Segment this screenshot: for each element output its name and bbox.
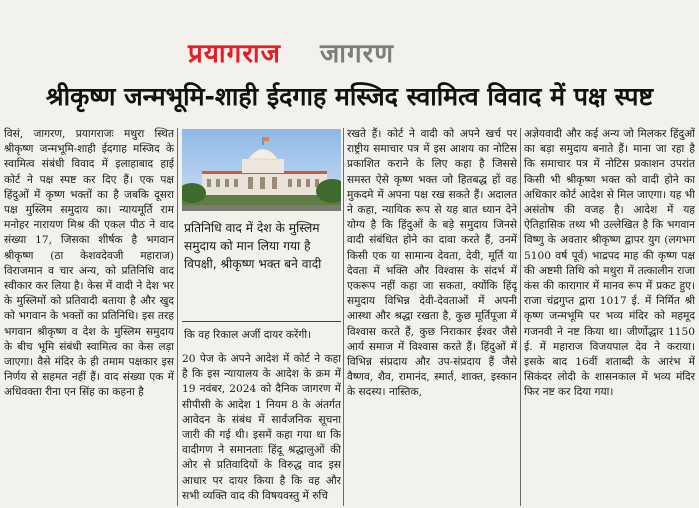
column-2-text: 20 पेज के अपने आदेश में कोर्ट ने कहा है कि इस न्यायालय के आदेश के क्रम में 19 नवंबर, 2024 को दैनिक जागरण में सीपीसी के आदेश 1 नियम 8 के अंतर्गत आवेदन के संबंध में सार्वजनिक सूचना जारी की गई थी। इसमें कहा गया था कि वादीगण ने समानताः हिंदू श्रद्धालुओं की ओर से प्रतिवादियों के विरुद्ध वाद इस आधार पर दायर किया है कि वह और सभी व्यक्ति वाद की विषयवस्तु में रुचि: [182, 353, 341, 502]
column-4-text: अज्ञेयवादी और कई अन्य जो मिलकर हिंदुओं का बड़ा समुदाय बनाते हैं। माना जा रहा है कि समाचार पत्र में नोटिस प्रकाशन उपरांत किसी भी श्रीकृष्ण भक्त को वादी होने का अधिकार कोर्ट आदेश से मिल जाएगा। यह भी असंतोष की वजह है। आदेश में यह ऐतिहासिक तथ्य भी उल्लेखित है कि भगवान विष्णु के अवतार श्रीकृष्ण द्वापर युग (लगभग 5100 वर्ष पूर्व) भाद्रपद माह की कृष्ण पक्ष की अष्टमी तिथि को मथुरा में तत्कालीन राजा कंस की कारागार में मानव रूप में प्रकट हुए। राजा चंद्रगुप्त द्वारा 1017 ई. में निर्मित श्री कृष्ण जन्मभूमि पर भव्य मंदिर को महमूद गजनवी ने नष्ट किया था। जीर्णोद्धार 1150 ई. में महाराज विजयपाल देव ने कराया। इसके बाद 16वीं शताब्दी के आरंभ में सिकंदर लोदी के शासनकाल में भव्य मंदिर फिर नष्ट कर दिया गया।: [524, 128, 695, 399]
column-divider: [343, 128, 344, 506]
masthead-city: प्रयागराज: [188, 39, 281, 69]
article-column-2: [182, 352, 341, 508]
article-column-3: [347, 127, 517, 507]
column-divider: [177, 128, 178, 506]
court-building-image: [182, 129, 341, 211]
column-1-text: विसं, जागरण, प्रयागराजः मथुरा स्थित श्रीकृष्ण जन्मभूमि-शाही ईदगाह मस्जिद के स्वामित्व संबंधी विवाद में इलाहाबाद हाई कोर्ट ने पक्ष स्पष्ट कर दिए हैं। एक पक्ष हिंदुओं में कृष्ण भक्तों का है जबकि दूसरा पक्ष मुस्लिम समुदाय का। न्यायमूर्ति राम मनोहर नारायण मिश्र की एकल पीठ ने वाद संख्या 17, जिसका शीर्षक है भगवान श्रीकृष्ण (ठा केशवदेवजी महाराज) विराजमान व चार अन्य, को प्रतिनिधि वाद स्वीकार कर लिया है। केस में वादी ने देश भर के मुस्लिमों को प्रतिवादी बताया है और खुद को भगवान के भक्तों का प्रतिनिधि। इस तरह भगवान श्रीकृष्ण व देश के मुस्लिम समुदाय के बीच भूमि संबंधी स्वामित्व का केस लड़ा जाएगा। वैसे मंदिर के ही तमाम पक्षकार इस निर्णय से सहमत नहीं हैं। वाद संख्या एक में अधिवक्ता रीना एन सिंह का कहना है: [4, 128, 174, 399]
masthead: [0, 0, 699, 70]
article-column-4: [524, 127, 695, 507]
photo-caption: [182, 213, 341, 322]
masthead-brand: जागरण: [320, 39, 395, 69]
article-column-1: [4, 127, 174, 507]
court-building-photo: [182, 129, 341, 211]
caption-trailing-text: कि वह रिकाल अर्जी दायर करेंगी।: [184, 329, 312, 341]
caption-text: प्रतिनिधि वाद में देश के मुस्लिम समुदाय को मान लिया गया है विपक्षी, श्रीकृष्ण भक्त बने वादी: [184, 221, 322, 271]
column-3-text: रखते हैं। कोर्ट ने वादी को अपने खर्च पर राष्ट्रीय समाचार पत्र में इस आशय का नोटिस प्रकाशित कराने के लिए कहा है जिससे समस्त ऐसे कृष्ण भक्त जो हितबद्ध हों वह मुकदमे में अपना पक्ष रख सकते हैं। अदालत ने कहा, न्यायिक रूप से यह बात ध्यान देने योग्य है कि हिंदुओं के बड़े समुदाय जिनसे वादी संबंधित होने का दावा करते हैं, उनमें किसी एक या सामान्य देवता, देवी, मूर्ति या देवता में भक्ति और विश्वास के संदर्भ में एकरूप नहीं कहा जा सकता, क्योंकि हिंदू समुदाय विभिन्न देवी-देवताओं में अपनी आस्था और श्रद्धा रखता है, कुछ मूर्तिपूजा में विश्वास करते हैं, कुछ निराकार ईश्वर जैसे आर्य समाज में विश्वास करते हैं। हिंदुओं में विभिन्न संप्रदाय और उप-संप्रदाय हैं जैसे वैष्णव, शैव, रामानंद, स्मार्त, शाक्त, इस्कान के सदस्य। नास्तिक,: [347, 128, 517, 399]
column-divider: [520, 128, 521, 506]
headline: श्रीकृष्ण जन्मभूमि-शाही ईदगाह मस्जिद स्वामित्व विवाद में पक्ष स्पष्ट: [45, 82, 654, 111]
